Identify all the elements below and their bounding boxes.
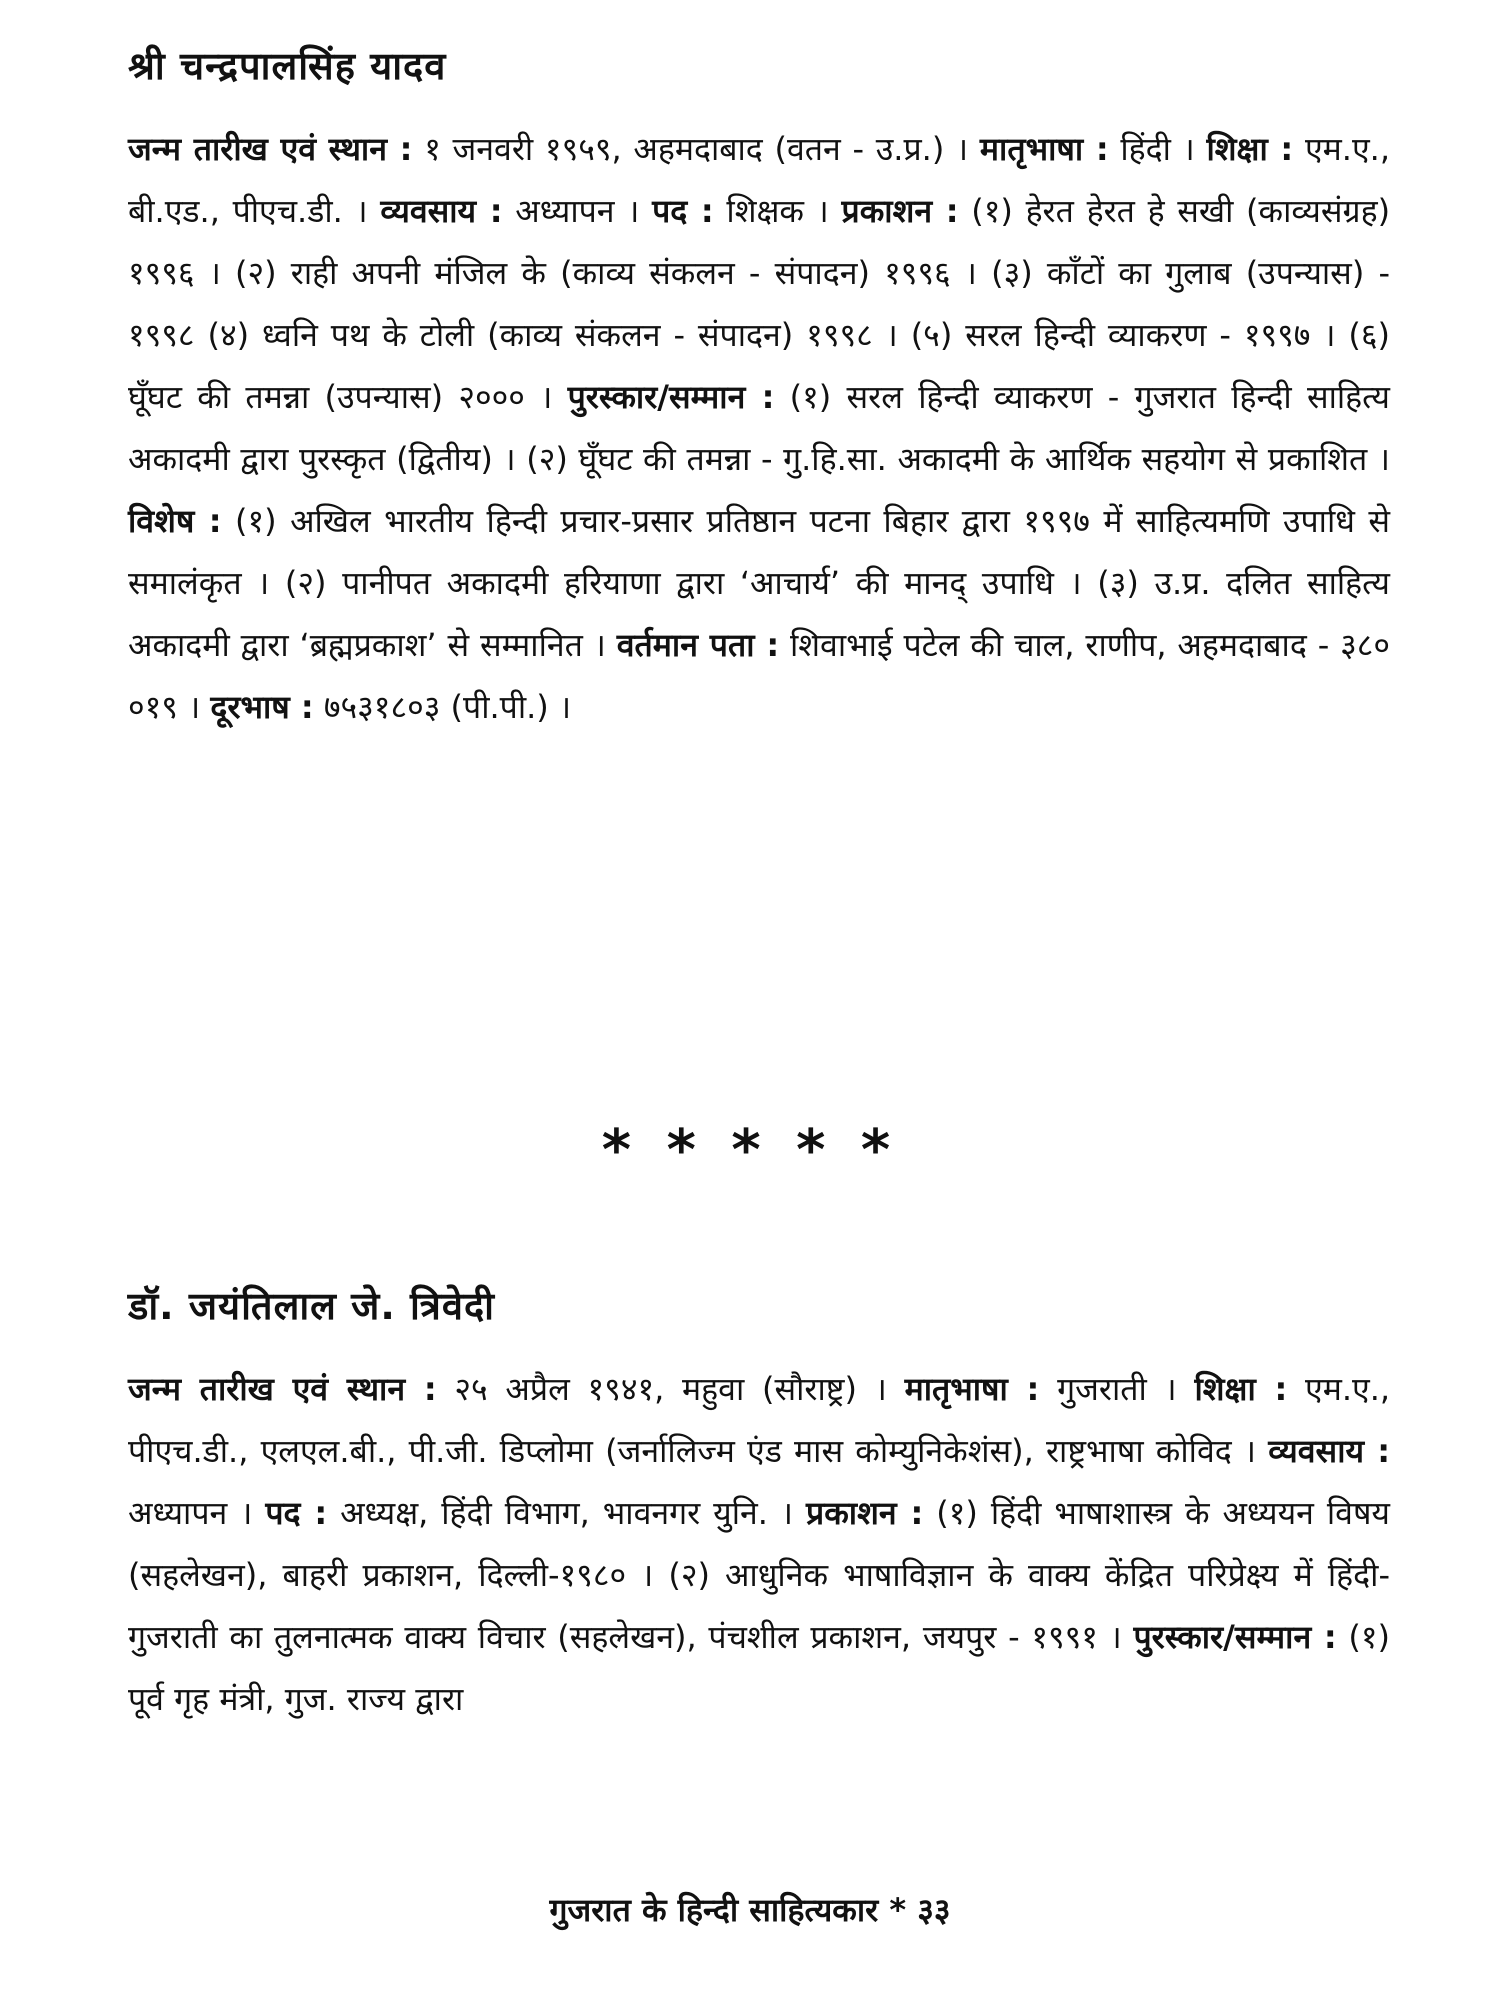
education-label: शिक्षा :: [1206, 130, 1294, 168]
publication-label: प्रकाशन :: [806, 1494, 924, 1532]
publication-label: प्रकाशन :: [841, 192, 959, 230]
page-footer: गुजरात के हिन्दी साहित्यकार * ३३: [549, 1891, 951, 1929]
entry-body: [128, 118, 1390, 738]
mother-tongue-value: हिंदी ।: [1120, 130, 1195, 168]
education-value: एम.ए., पीएच.डी., एलएल.बी., पी.जी. डिप्लोमा (जर्नालिज्म एंड मास कोम्युनिकेशंस), राष्ट्रभाषा कोविद ।: [128, 1370, 1391, 1470]
education-label: शिक्षा :: [1194, 1370, 1288, 1408]
award-value: (१) पूर्व गृह मंत्री, गुज. राज्य द्वारा: [128, 1618, 1391, 1718]
profession-value: अध्यापन ।: [515, 192, 640, 230]
birth-label: जन्म तारीख एवं स्थान :: [128, 130, 413, 168]
phone-label: दूरभाष :: [210, 688, 314, 726]
post-label: पद :: [652, 192, 714, 230]
section-divider: * * * * *: [601, 1118, 899, 1183]
award-label: पुरस्कार/सम्मान :: [567, 378, 775, 416]
mother-tongue-value: गुजराती ।: [1057, 1370, 1177, 1408]
birth-value: २५ अप्रैल १९४१, महुवा (सौराष्ट्र) ।: [454, 1370, 887, 1408]
mother-tongue-label: मातृभाषा :: [904, 1370, 1040, 1408]
post-value: शिक्षक ।: [726, 192, 829, 230]
post-label: पद :: [265, 1494, 328, 1532]
entry-chandrapalsingh: [128, 42, 1390, 738]
award-label: पुरस्कार/सम्मान :: [1133, 1618, 1337, 1656]
education-value: एम.ए., बी.एड., पीएच.डी. ।: [128, 130, 1390, 230]
award-value: (१) सरल हिन्दी व्याकरण - गुजरात हिन्दी साहित्य अकादमी द्वारा पुरस्कृत (द्वितीय) । (२) घूँघट की तमन्ना - गु.हि.सा. अकादमी के आर्थिक सहयोग से प्रकाशित ।: [128, 378, 1390, 478]
mother-tongue-label: मातृभाषा :: [979, 130, 1109, 168]
publication-value: (१) हिंदी भाषाशास्त्र के अध्ययन विषय (सहलेखन), बाहरी प्रकाशन, दिल्ली-१९८० । (२) आधुनिक भाषाविज्ञान के वाक्य केंद्रित परिप्रेक्ष्य में हिंदी-गुजराती का तुलनात्मक वाक्य विचार (सहलेखन), पंचशील प्रकाशन, जयपुर - १९९१ ।: [128, 1494, 1390, 1656]
profession-label: व्यवसाय :: [380, 192, 503, 230]
address-value: शिवाभाई पटेल की चाल, राणीप, अहमदाबाद - ३८० ०१९ ।: [128, 626, 1391, 726]
phone-value: ७५३१८०३ (पी.पी.) ।: [323, 688, 572, 726]
birth-label: जन्म तारीख एवं स्थान :: [128, 1370, 437, 1408]
entry-jayantilal: [128, 1282, 1390, 1730]
entry-name: डॉ. जयंतिलाल जे. त्रिवेदी: [128, 1284, 496, 1328]
special-value: (१) अखिल भारतीय हिन्दी प्रचार-प्रसार प्रतिष्ठान पटना बिहार द्वारा १९९७ में साहित्यमणि उपाधि से समालंकृत । (२) पानीपत अकादमी हरियाणा द्वारा ‘आचार्य’ की मानद् उपाधि । (३) उ.प्र. दलित साहित्य अकादमी द्वारा ‘ब्रह्मप्रकाश’ से सम्मानित ।: [128, 502, 1391, 664]
address-label: वर्तमान पता :: [616, 626, 780, 664]
post-value: अध्यक्ष, हिंदी विभाग, भावनगर युनि. ।: [340, 1494, 794, 1532]
special-label: विशेष :: [128, 502, 222, 540]
profession-label: व्यवसाय :: [1268, 1432, 1391, 1470]
publication-value: (१) हेरत हेरत हे सखी (काव्यसंग्रह) १९९६ । (२) राही अपनी मंजिल के (काव्य संकलन - संपादन) १९९६ । (३) काँटों का गुलाब (उपन्यास) - १९९८ (४) ध्वनि पथ के टोली (काव्य संकलन - संपादन) १९९८ । (५) सरल हिन्दी व्याकरण - १९९७ । (६) घूँघट की तमन्ना (उपन्यास) २००० ।: [128, 192, 1391, 416]
profession-value: अध्यापन ।: [128, 1494, 253, 1532]
birth-value: १ जनवरी १९५९, अहमदाबाद (वतन - उ.प्र.) ।: [424, 130, 969, 168]
entry-name: श्री चन्द्रपालसिंह यादव: [128, 44, 447, 88]
entry-body: [128, 1358, 1390, 1730]
